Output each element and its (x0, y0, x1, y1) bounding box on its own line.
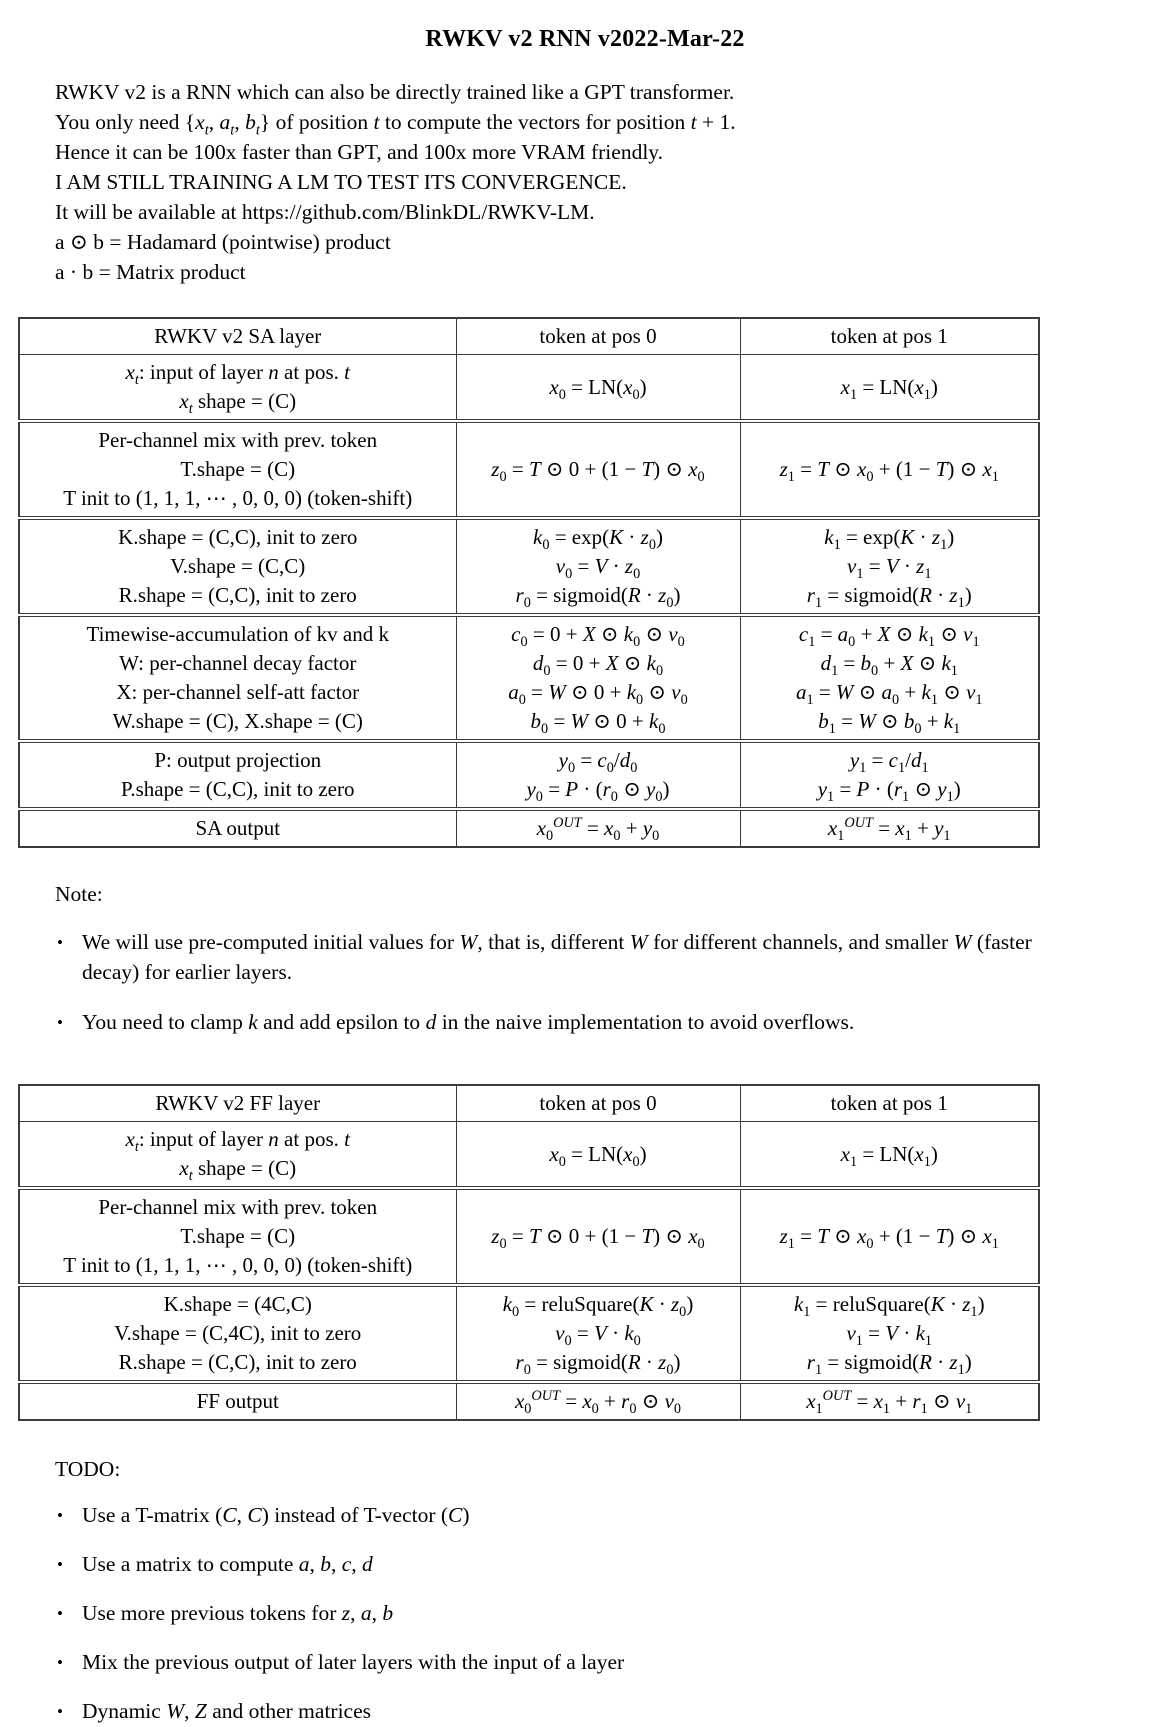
row-description-cell (19, 518, 456, 615)
formula-line: $v_1 = V \cdot k_1$ (846, 1321, 933, 1350)
formula-line: K.shape = (4C,C) (163, 1292, 312, 1316)
formula-line: $v_0 = V \cdot k_0$ (555, 1321, 641, 1350)
bullet-icon: • (57, 933, 63, 952)
todo-list (57, 1500, 1170, 1727)
formula-line: $d_1 = b_0 + X$ ⊙ $k_1$ (820, 651, 958, 680)
text-line: a ⊙ b = Hadamard (pointwise) product (55, 230, 391, 254)
formula-line: $x_t$: input of layer n at pos. t (125, 1127, 350, 1156)
formula-line: P.shape = (C,C), init to zero (121, 777, 355, 801)
formula-line: $z_1 = T$ ⊙ $x_0 + (1 - T)$ ⊙ $x_1$ (779, 457, 999, 486)
table-row (19, 615, 1039, 741)
note-list (57, 927, 1170, 1038)
formula-line: T init to (1, 1, 1, ⋯ , 0, 0, 0) (token-shift) (63, 1253, 413, 1277)
formula-line: $z_1 = T$ ⊙ $x_0 + (1 - T)$ ⊙ $x_1$ (779, 1224, 999, 1253)
formula-cell-pos1 (740, 741, 1039, 809)
table-body (19, 1122, 1039, 1421)
formula-cell-pos1 (740, 518, 1039, 615)
bullet-icon: • (57, 1555, 63, 1574)
formula-line: $a_1 = W$ ⊙ $a_0 + k_1$ ⊙ $v_1$ (795, 680, 983, 709)
ff-layer-table (18, 1084, 1040, 1421)
formula-cell-pos0 (456, 421, 740, 518)
formula-line: Per-channel mix with prev. token (98, 428, 378, 452)
row-description-cell (19, 809, 456, 847)
page-title: RWKV v2 RNN v2022-Mar-22 (425, 26, 745, 52)
row-description-cell (19, 741, 456, 809)
note-heading: Note: (55, 882, 103, 906)
list-item (57, 1007, 1170, 1038)
list-item (57, 927, 1170, 987)
formula-cell-pos0 (456, 741, 740, 809)
text-line: It will be available at https://github.com/BlinkDL/RWKV-LM. (55, 200, 595, 224)
formula-line: $x_1^{OUT} = x_1 + r_1$ ⊙ $v_1$ (806, 1388, 973, 1418)
bullet-icon: • (57, 1653, 63, 1672)
formula-line: $k_0$ = reluSquare(K · $z_0$) (502, 1292, 694, 1321)
formula-line: $v_1 = V \cdot z_1$ (847, 554, 932, 583)
formula-cell-pos1 (740, 1382, 1039, 1420)
formula-line: $x_1 = LN(x_1)$ (840, 1141, 938, 1170)
text-line: a · b = Matrix product (55, 260, 246, 284)
formula-line: $y_1 = P \cdot (r_1$ ⊙ $y_1$) (817, 777, 961, 806)
table-row (19, 421, 1039, 518)
formula-line: $a_0 = W$ ⊙ $0 + k_0$ ⊙ $v_0$ (508, 680, 688, 709)
formula-line: X: per-channel self-att factor (116, 680, 360, 704)
text-line: You only need {$x_t$, $a_t$, $b_t$} of position t to compute the vectors for position t + 1. (55, 110, 736, 139)
formula-line: $k_1$ = reluSquare(K · $z_1$) (793, 1292, 985, 1321)
formula-cell-pos1 (740, 809, 1039, 847)
list-item-text: You need to clamp k and add epsilon to d in the naive implementation to avoid overflows. (82, 1010, 855, 1034)
bullet-icon: • (57, 1604, 63, 1623)
list-item (57, 1549, 1170, 1580)
row-description-cell (19, 1285, 456, 1382)
formula-cell-pos0 (456, 1188, 740, 1285)
table-row (19, 518, 1039, 615)
table-row (19, 809, 1039, 847)
formula-line: V.shape = (C,4C), init to zero (114, 1321, 362, 1345)
bullet-icon: • (57, 1506, 63, 1525)
list-item (57, 1696, 1170, 1727)
row-description-cell (19, 1122, 456, 1189)
list-item (57, 1598, 1170, 1629)
formula-line: $c_1 = a_0 + X$ ⊙ $k_1$ ⊙ $v_1$ (798, 622, 980, 651)
formula-cell-pos0 (456, 809, 740, 847)
text-line: Hence it can be 100x faster than GPT, and 100x more VRAM friendly. (55, 140, 664, 164)
table-body (19, 355, 1039, 848)
formula-line: $r_1$ = sigmoid(R · $z_1$) (806, 583, 972, 612)
table-row (19, 1122, 1039, 1189)
formula-line: $y_1 = c_1/d_1$ (849, 748, 929, 777)
formula-line: $x_t$ shape = (C) (179, 1156, 297, 1185)
formula-cell-pos1 (740, 1285, 1039, 1382)
table-header (19, 1085, 1039, 1122)
bullet-icon: • (57, 1013, 63, 1032)
formula-line: FF output (196, 1389, 279, 1413)
formula-line: R.shape = (C,C), init to zero (118, 583, 357, 607)
row-description-cell (19, 355, 456, 422)
formula-cell-pos0 (456, 518, 740, 615)
row-description-cell (19, 615, 456, 741)
formula-cell-pos0 (456, 1285, 740, 1382)
formula-line: $x_t$ shape = (C) (179, 389, 297, 418)
table-row (19, 1188, 1039, 1285)
column-header: token at pos 1 (740, 1085, 1039, 1122)
formula-line: $x_1^{OUT} = x_1 + y_1$ (827, 815, 951, 845)
header-row (19, 1085, 1039, 1122)
formula-cell-pos1 (740, 1122, 1039, 1189)
formula-cell-pos0 (456, 1382, 740, 1420)
column-header: token at pos 0 (456, 1085, 740, 1122)
sa-layer-table (18, 317, 1040, 848)
formula-line: $k_1 = \exp(K \cdot z_1)$ (824, 525, 955, 554)
list-item (57, 1500, 1170, 1531)
formula-line: Timewise-accumulation of kv and k (86, 622, 389, 646)
formula-line: V.shape = (C,C) (170, 554, 306, 578)
formula-line: W: per-channel decay factor (119, 651, 357, 675)
table-header (19, 318, 1039, 355)
list-item-text: Use a matrix to compute a, b, c, d (82, 1552, 373, 1576)
formula-cell-pos1 (740, 355, 1039, 422)
formula-line: $x_t$: input of layer n at pos. t (125, 360, 350, 389)
todo-heading: TODO: (55, 1457, 121, 1481)
list-item-text: Dynamic W, Z and other matrices (82, 1699, 371, 1723)
text-line: I AM STILL TRAINING A LM TO TEST ITS CONVERGENCE. (55, 170, 627, 194)
table-row (19, 1285, 1039, 1382)
formula-line: P: output projection (154, 748, 322, 772)
formula-line: $r_0$ = sigmoid(R · $z_0$) (515, 583, 681, 612)
list-item-text: Mix the previous output of later layers with the input of a layer (82, 1650, 625, 1674)
formula-line: T init to (1, 1, 1, ⋯ , 0, 0, 0) (token-shift) (63, 486, 413, 510)
formula-line: $b_1 = W$ ⊙ $b_0 + k_1$ (818, 709, 961, 738)
formula-line: $x_0^{OUT} = x_0 + y_0$ (536, 815, 660, 845)
formula-line: $x_0^{OUT} = x_0 + r_0$ ⊙ $v_0$ (514, 1388, 682, 1418)
list-item-text: Use a T-matrix (C, C) instead of T-vector (C) (82, 1503, 470, 1527)
column-header: RWKV v2 SA layer (19, 318, 456, 355)
formula-cell-pos1 (740, 421, 1039, 518)
list-item-text: We will use pre-computed initial values for W, that is, different W for different channels, and smaller W (faster decay) for earlier layers. (82, 930, 1032, 984)
formula-line: $v_0 = V \cdot z_0$ (555, 554, 641, 583)
formula-line: Per-channel mix with prev. token (98, 1195, 378, 1219)
formula-line: $z_0 = T$ ⊙ 0 + (1 − T) ⊙ $x_0$ (491, 457, 705, 486)
formula-line: $d_0 = 0 + X$ ⊙ $k_0$ (532, 651, 664, 680)
list-item (57, 1647, 1170, 1678)
column-header: token at pos 0 (456, 318, 740, 355)
formula-cell-pos0 (456, 1122, 740, 1189)
bullet-icon: • (57, 1702, 63, 1721)
formula-line: $r_1$ = sigmoid(R · $z_1$) (806, 1350, 972, 1379)
row-description-cell (19, 421, 456, 518)
formula-line: $y_0 = c_0/d_0$ (558, 748, 638, 777)
row-description-cell (19, 1382, 456, 1420)
formula-line: T.shape = (C) (180, 1224, 296, 1248)
table-row (19, 355, 1039, 422)
formula-cell-pos0 (456, 615, 740, 741)
formula-line: W.shape = (C), X.shape = (C) (112, 709, 363, 733)
formula-line: $k_0 = \exp(K \cdot z_0)$ (533, 525, 663, 554)
intro-paragraph (55, 77, 1170, 287)
formula-line: $c_0 = 0 + X$ ⊙ $k_0$ ⊙ $v_0$ (511, 622, 685, 651)
formula-line: $x_0 = LN(x_0)$ (549, 374, 647, 403)
formula-line: $b_0 = W$ ⊙ $0 + k_0$ (530, 709, 666, 738)
column-header: RWKV v2 FF layer (19, 1085, 456, 1122)
table-row (19, 741, 1039, 809)
formula-line: $r_0$ = sigmoid(R · $z_0$) (515, 1350, 681, 1379)
row-description-cell (19, 1188, 456, 1285)
formula-line: T.shape = (C) (180, 457, 296, 481)
text-line: RWKV v2 is a RNN which can also be directly trained like a GPT transformer. (55, 80, 735, 104)
header-row (19, 318, 1039, 355)
formula-line: $x_1 = LN(x_1)$ (840, 374, 938, 403)
table-row (19, 1382, 1039, 1420)
formula-cell-pos1 (740, 615, 1039, 741)
formula-cell-pos1 (740, 1188, 1039, 1285)
formula-line: $x_0 = LN(x_0)$ (549, 1141, 647, 1170)
formula-line: K.shape = (C,C), init to zero (118, 525, 358, 549)
formula-cell-pos0 (456, 355, 740, 422)
formula-line: $z_0 = T$ ⊙ 0 + (1 − T) ⊙ $x_0$ (491, 1224, 705, 1253)
formula-line: R.shape = (C,C), init to zero (118, 1350, 357, 1374)
formula-line: SA output (195, 816, 281, 840)
formula-line: $y_0 = P \cdot (r_0$ ⊙ $y_0$) (526, 777, 670, 806)
column-header: token at pos 1 (740, 318, 1039, 355)
list-item-text: Use more previous tokens for z, a, b (82, 1601, 394, 1625)
